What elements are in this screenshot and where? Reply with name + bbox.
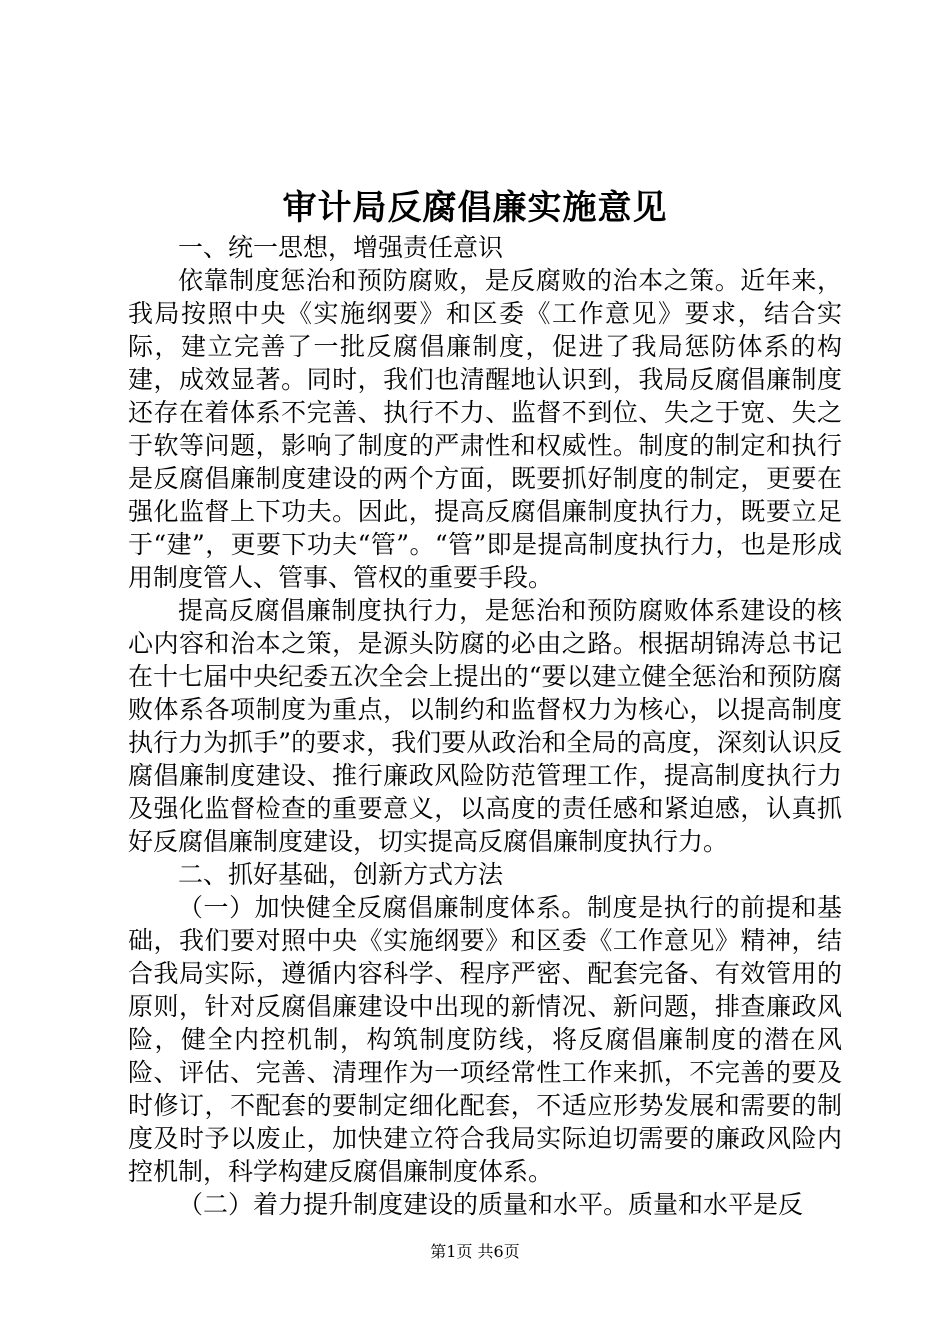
document-title: 审计局反腐倡廉实施意见 — [282, 188, 668, 228]
body-paragraph: （一）加快健全反腐倡廉制度体系。制度是执行的前提和基础，我们要对照中央《实施纲要》和区委《工作意见》精神，结合我局实际，遵循内容科学、程序严密、配套完备、有效管用的原则，针对反腐倡廉建设中出现的新情况、新问题，排查廉政风险，健全内控机制，构筑制度防线，将反腐倡廉制度的潜在风险、评估、完善、清理作为一项经常性工作来抓，不完善的要及时修订，不配套的要制定细化配套，不适应形势发展和需要的制度及时予以废止，加快建立符合我局实际迫切需要的廉政风险内控机制，科学构建反腐倡廉制度体系。 — [128, 893, 842, 1186]
body-paragraph: （二）着力提升制度建设的质量和水平。质量和水平是反 — [178, 1190, 804, 1219]
document-body — [128, 231, 842, 1221]
body-paragraph: 提高反腐倡廉制度执行力，是惩治和预防腐败体系建设的核心内容和治本之策，是源头防腐的必由之路。根据胡锦涛总书记在十七届中央纪委五次全会上提出的“要以建立健全惩治和预防腐败体系各项制度为重点，以制约和监督权力为核心，以提高制度执行力为抓手”的要求，我们要从政治和全局的高度，深刻认识反腐倡廉制度建设、推行廉政风险防范管理工作，提高制度执行力及强化监督检查的重要意义，以高度的责任感和紧迫感，认真抓好反腐倡廉制度建设，切实提高反腐倡廉制度执行力。 — [128, 596, 842, 856]
section-heading-1: 一、统一思想，增强责任意识 — [178, 233, 504, 262]
body-paragraph: 依靠制度惩治和预防腐败，是反腐败的治本之策。近年来，我局按照中央《实施纲要》和区委《工作意见》要求，结合实际，建立完善了一批反腐倡廉制度，促进了我局惩防体系的构建，成效显著。同时，我们也清醒地认识到，我局反腐倡廉制度还存在着体系不完善、执行不力、监督不到位、失之于宽、失之于软等问题，影响了制度的严肃性和权威性。制度的制定和执行是反腐倡廉制度建设的两个方面，既要抓好制度的制定，更要在强化监督上下功夫。因此，提高反腐倡廉制度执行力，既要立足于“建”，更要下功夫“管”。“管”即是提高制度执行力，也是形成用制度管人、管事、管权的重要手段。 — [128, 266, 842, 592]
page-footer: 第1页 共6页 — [430, 1242, 520, 1261]
section-heading-2: 二、抓好基础，创新方式方法 — [178, 860, 504, 889]
